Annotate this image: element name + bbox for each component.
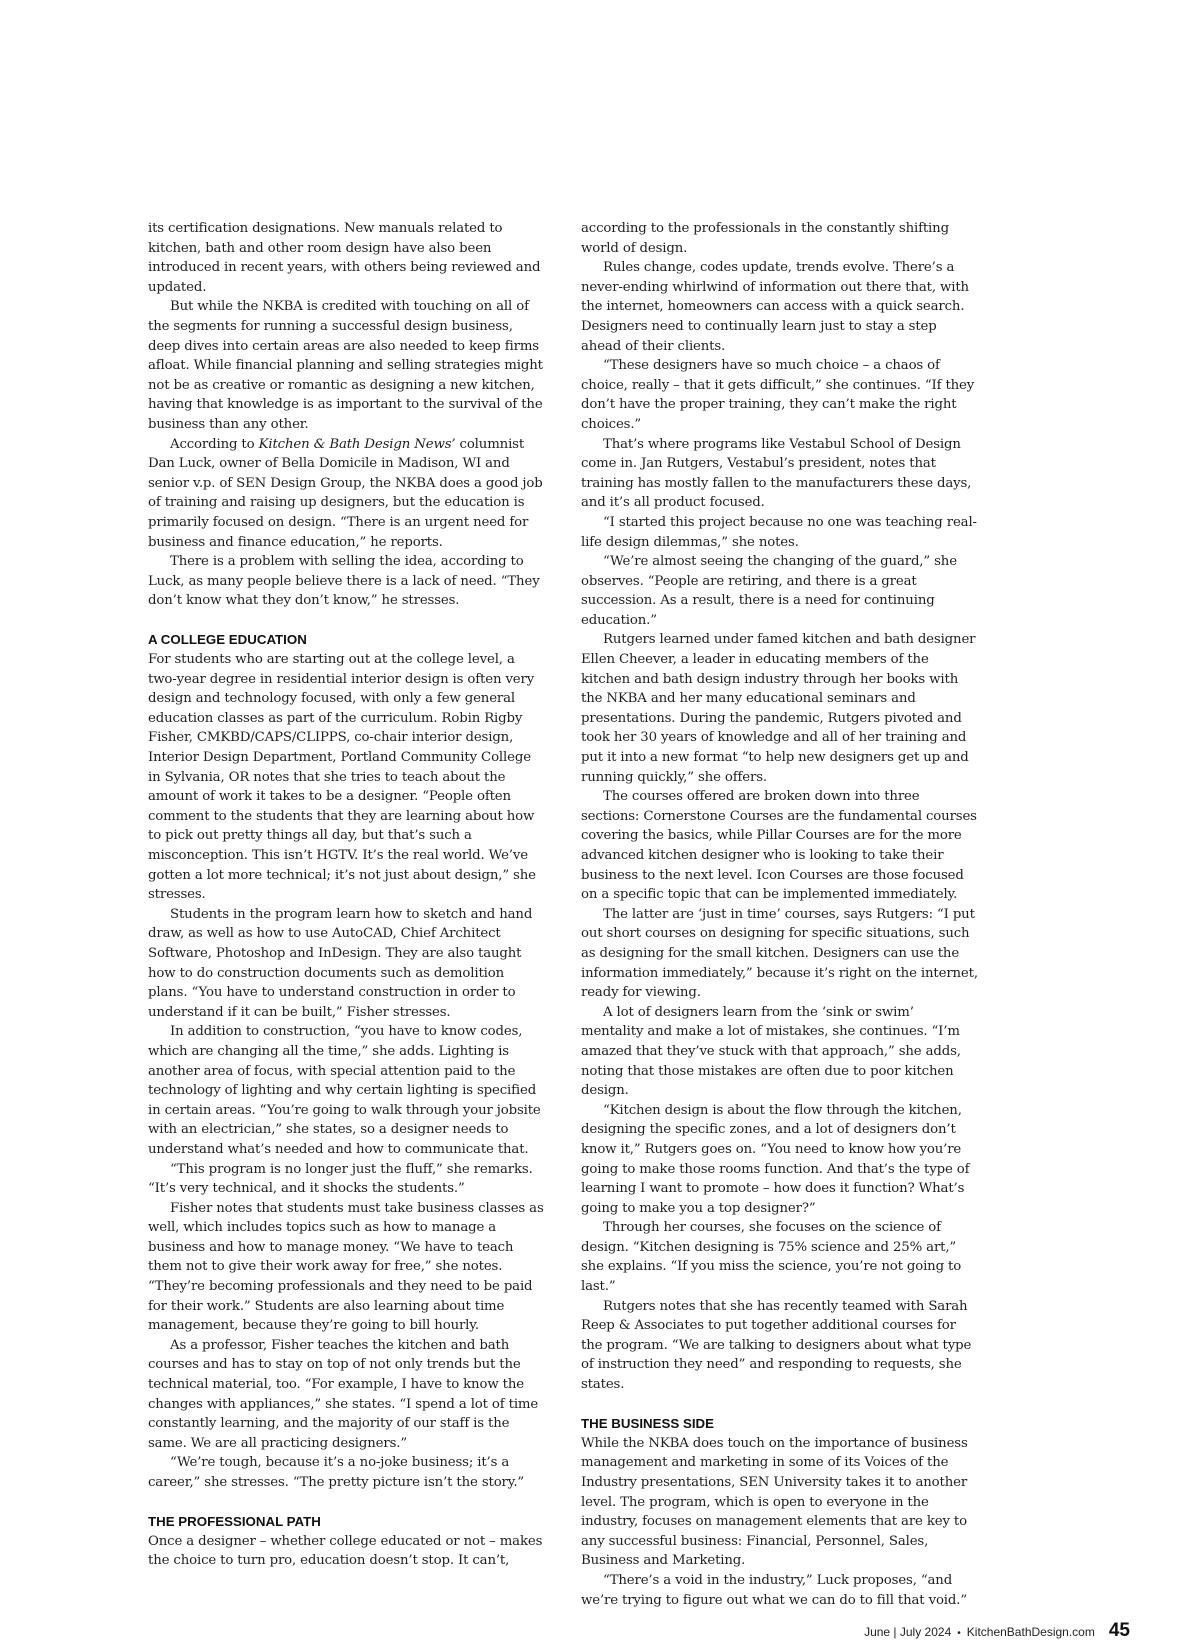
spacer: [148, 1493, 547, 1513]
right-column: [581, 219, 980, 1610]
publication-title: Kitchen & Bath Design News’: [258, 436, 456, 452]
paragraph: That’s where programs like Vestabul School of Design come in. Jan Rutgers, Vestabul’s president, notes that training has mostly fallen to the manufacturers these days, and it’s all product focused.: [581, 436, 972, 511]
left-column: [148, 219, 547, 1571]
section-heading: A COLLEGE EDUCATION: [148, 632, 307, 648]
paragraph: For students who are starting out at the college level, a two-year degree in residential interior design is often very design and technology focused, with only a few general education classes as part of the curriculum. Robin Rigby Fisher, CMKBD/CAPS/CLIPPS, co-chair interior design, Interior Design Department, Portland Community College in Sylvania, OR notes that she tries to teach about the amount of work it takes to be a designer. “People often comment to the students that they are learning about how to pick out pretty things all day, but that’s such a misconception. This isn’t HGTV. It’s the real world. We’ve gotten a lot more technical; it’s not just about design,” she stresses.: [148, 652, 536, 903]
text-span: columnist Dan Luck, owner of Bella Domicile in Madison, WI and senior v.p. of SEN Design Group, the NKBA does a good job of training and raising up designers, but the education is primarily focused on design. “There is an urgent need for business and finance education,” he reports.: [148, 436, 543, 550]
paragraph: Fisher notes that students must take business classes as well, which includes topics such as how to manage a business and how to manage money. “We have to teach them not to give their work away for free,” she notes. “They’re becoming professionals and they need to be paid for their work.” Students are also learning about time management, because they’re going to bill hourly.: [148, 1200, 544, 1334]
paragraph: As a professor, Fisher teaches the kitchen and bath courses and has to stay on top of not only trends but the technical material, too. “For example, I have to know the changes with appliances,” she states. “I spend a lot of time constantly learning, and the majority of our staff is the same. We are all practicing designers.”: [148, 1337, 539, 1451]
paragraph: Rutgers notes that she has recently teamed with Sarah Reep & Associates to put together additional courses for the program. “We are talking to designers about what type of instruction they need” and responding to requests, she states.: [581, 1298, 972, 1393]
paragraph: Through her courses, she focuses on the science of design. “Kitchen designing is 75% science and 25% art,” she explains. “If you miss the science, you’re not going to last.”: [581, 1220, 962, 1295]
paragraph: Students in the program learn how to sketch and hand draw, as well as how to use AutoCAD, Chief Architect Software, Photoshop and InDesign. They are also taught how to do construction documents such as demolition plans. “You have to understand construction in order to understand if it can be built,” Fisher stresses.: [148, 906, 533, 1020]
paragraph: its certification designations. New manuals related to kitchen, bath and other room design have also been introduced in recent years, with others being reviewed and updated.: [148, 221, 541, 295]
paragraph: “Kitchen design is about the flow through the kitchen, designing the specific zones, and a lot of designers don’t know it,” Rutgers goes on. “You need to know how you’re going to make those rooms function. And that’s the type of learning I want to promote – how does it function? What’s going to make you a top designer?”: [581, 1102, 970, 1216]
page-number: 45: [1108, 1620, 1130, 1641]
section-heading: THE BUSINESS SIDE: [581, 1416, 714, 1432]
paragraph: “We’re tough, because it’s a no-joke business; it’s a career,” she stresses. “The pretty picture isn’t the story.”: [148, 1455, 525, 1490]
paragraph: The courses offered are broken down into three sections: Cornerstone Courses are the fundamental courses covering the basics, while Pillar Courses are for the more advanced kitchen designer who is looking to take their business to the next level. Icon Courses are those focused on a specific topic that can be implemented immediately.: [581, 789, 977, 903]
paragraph: Rutgers learned under famed kitchen and bath designer Ellen Cheever, a leader in educating members of the kitchen and bath design industry through her books with the NKBA and her many educational seminars and presentations. During the pandemic, Rutgers pivoted and took her 30 years of knowledge and all of her training and put it into a new format “to help new designers get up and running quickly,” she offers.: [581, 632, 976, 785]
paragraph: “This program is no longer just the fluff,” she remarks. “It’s very technical, and it shocks the students.”: [148, 1161, 533, 1197]
paragraph: “We’re almost seeing the changing of the guard,” she observes. “People are retiring, and there is a great succession. As a result, there is a need for continuing education.”: [581, 554, 957, 628]
bullet-separator: •: [957, 1628, 961, 1639]
paragraph: A lot of designers learn from the ‘sink or swim’ mentality and make a lot of mistakes, she continues. “I’m amazed that they’ve stuck with that approach,” she adds, noting that those mistakes are often due to poor kitchen design.: [581, 1004, 961, 1099]
spacer: [581, 1395, 980, 1415]
website: KitchenBathDesign.com: [966, 1625, 1095, 1639]
paragraph: [148, 435, 547, 553]
paragraph: Once a designer – whether college educated or not – makes the choice to turn pro, education doesn’t stop. It can’t,: [148, 1533, 543, 1569]
issue-date: June | July 2024: [864, 1625, 952, 1639]
text-span: According to: [170, 436, 259, 452]
paragraph: The latter are ‘just in time’ courses, says Rutgers: “I put out short courses on designing for specific situations, such as designing for the small kitchen. Designers can use the information immediately,” because it’s right on the internet, ready for viewing.: [581, 906, 978, 1001]
paragraph: But while the NKBA is credited with touching on all of the segments for running a successful design business, deep dives into certain areas are also needed to keep firms afloat. While financial planning and selling strategies might not be as creative or romantic as designing a new kitchen, having that knowledge is as important to the survival of the business than any other.: [148, 299, 543, 432]
paragraph: “I started this project because no one was teaching real-life design dilemmas,” she notes.: [581, 514, 977, 550]
paragraph: according to the professionals in the constantly shifting world of design.: [581, 221, 949, 256]
section-heading: THE PROFESSIONAL PATH: [148, 1514, 321, 1530]
spacer: [148, 611, 547, 631]
paragraph: “These designers have so much choice – a chaos of choice, really – that it gets difficult,” she continues. “If they don’t have the proper training, they can’t make the right choices.”: [581, 358, 975, 432]
paragraph: While the NKBA does touch on the importance of business management and marketing in some of its Voices of the Industry presentations, SEN University takes it to another level. The program, which is open to everyone in the industry, focuses on management elements that are key to any successful business: Financial, Personnel, Sales, Business and Marketing.: [581, 1435, 968, 1569]
paragraph: “There’s a void in the industry,” Luck proposes, “and we’re trying to figure out what we can do to fill that void.”: [581, 1572, 967, 1608]
paragraph: There is a problem with selling the idea, according to Luck, as many people believe there is a lack of need. “They don’t know what they don’t know,” he stresses.: [148, 554, 540, 609]
paragraph: In addition to construction, “you have to know codes, which are changing all the time,” she adds. Lighting is another area of focus, with special attention paid to the technology of lighting and why certain lighting is specified in certain areas. “You’re going to walk through your jobsite with an electrician,” she states, so a designer needs to understand what’s needed and how to communicate that.: [148, 1024, 541, 1157]
paragraph: Rules change, codes update, trends evolve. There’s a never-ending whirlwind of information out there that, with the internet, homeowners can access with a quick search. Designers need to continually learn just to stay a step ahead of their clients.: [581, 260, 969, 354]
